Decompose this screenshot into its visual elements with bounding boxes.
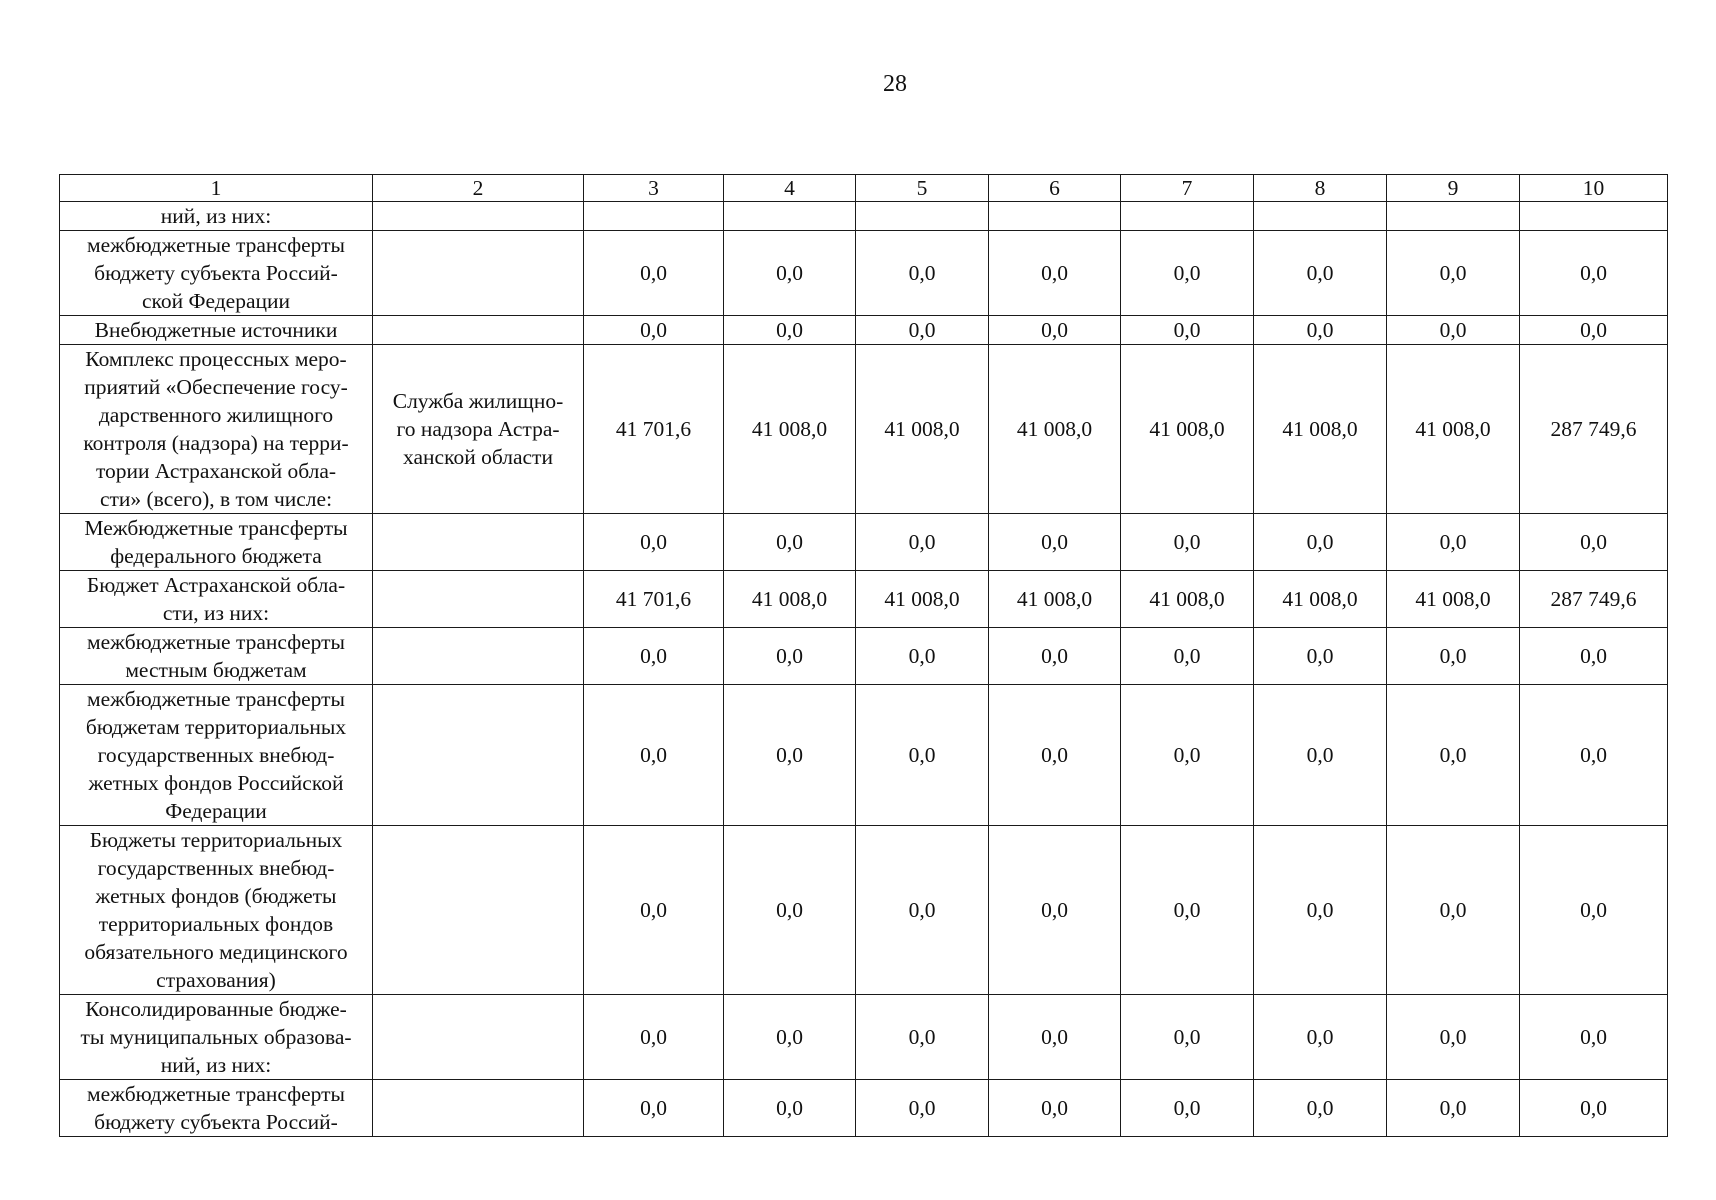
column-header: 3	[584, 175, 724, 202]
value-cell: 41 008,0	[856, 571, 989, 628]
value-cell: 41 008,0	[1254, 571, 1387, 628]
value-cell: 41 008,0	[724, 345, 856, 514]
description-line: бюджетам территориальных	[85, 715, 347, 739]
value-cell: 0,0	[856, 1080, 989, 1137]
value-cell	[1387, 202, 1520, 231]
value-cell: 0,0	[856, 995, 989, 1080]
value-cell: 0,0	[724, 514, 856, 571]
table-row	[60, 202, 1668, 231]
row-executor	[373, 345, 584, 514]
row-executor	[373, 826, 584, 995]
value-cell: 0,0	[584, 231, 724, 316]
value-cell	[584, 202, 724, 231]
value-cell: 0,0	[584, 514, 724, 571]
value-cell: 0,0	[1520, 514, 1668, 571]
row-description	[60, 345, 373, 514]
value-cell: 287 749,6	[1520, 571, 1668, 628]
description-line: дарственного жилищного	[98, 403, 334, 427]
value-cell: 0,0	[584, 826, 724, 995]
value-cell: 0,0	[1254, 231, 1387, 316]
value-cell: 0,0	[1387, 231, 1520, 316]
value-cell: 0,0	[989, 826, 1121, 995]
value-cell: 0,0	[1254, 685, 1387, 826]
value-cell: 0,0	[989, 628, 1121, 685]
description-line: бюджету субъекта Россий-	[94, 1110, 338, 1134]
column-header: 4	[724, 175, 856, 202]
description-line: территориальных фондов	[98, 912, 334, 936]
description-line: Консолидированные бюдже-	[85, 997, 347, 1021]
value-cell: 0,0	[856, 628, 989, 685]
value-cell: 0,0	[1387, 514, 1520, 571]
table-row	[60, 514, 1668, 571]
value-cell: 41 008,0	[724, 571, 856, 628]
description-line: Комплекс процессных меро-	[85, 347, 347, 371]
table-row	[60, 345, 1668, 514]
value-cell: 0,0	[1121, 685, 1254, 826]
table-row	[60, 571, 1668, 628]
value-cell: 0,0	[856, 316, 989, 345]
value-cell: 287 749,6	[1520, 345, 1668, 514]
value-cell: 41 008,0	[1387, 571, 1520, 628]
row-executor	[373, 316, 584, 345]
column-header: 1	[60, 175, 373, 202]
value-cell: 0,0	[1520, 995, 1668, 1080]
value-cell: 0,0	[584, 1080, 724, 1137]
value-cell: 0,0	[584, 685, 724, 826]
row-executor	[373, 231, 584, 316]
description-line: местным бюджетам	[125, 658, 307, 682]
description-line: федерального бюджета	[110, 544, 322, 568]
value-cell: 0,0	[1121, 628, 1254, 685]
column-header: 2	[373, 175, 584, 202]
value-cell: 0,0	[1254, 514, 1387, 571]
value-cell: 41 008,0	[1387, 345, 1520, 514]
description-line: государственных внебюд-	[97, 743, 335, 767]
value-cell: 0,0	[724, 826, 856, 995]
value-cell: 0,0	[724, 1080, 856, 1137]
value-cell: 0,0	[724, 628, 856, 685]
value-cell: 0,0	[1387, 685, 1520, 826]
description-line: бюджету субъекта Россий-	[94, 261, 338, 285]
value-cell	[1121, 202, 1254, 231]
column-header: 8	[1254, 175, 1387, 202]
table-row	[60, 995, 1668, 1080]
value-cell: 0,0	[1254, 316, 1387, 345]
table-row	[60, 685, 1668, 826]
value-cell: 41 008,0	[1121, 345, 1254, 514]
description-line: ты муниципальных образова-	[80, 1025, 352, 1049]
value-cell	[1520, 202, 1668, 231]
page-number: 28	[883, 71, 907, 97]
table-row	[60, 316, 1668, 345]
value-cell: 0,0	[989, 231, 1121, 316]
value-cell: 41 008,0	[989, 571, 1121, 628]
value-cell: 0,0	[856, 514, 989, 571]
row-description	[60, 1080, 373, 1137]
value-cell: 0,0	[856, 685, 989, 826]
column-header: 9	[1387, 175, 1520, 202]
row-executor	[373, 1080, 584, 1137]
table-row	[60, 826, 1668, 995]
value-cell: 0,0	[724, 685, 856, 826]
value-cell: 0,0	[1121, 1080, 1254, 1137]
value-cell: 0,0	[1520, 628, 1668, 685]
value-cell: 41 701,6	[584, 571, 724, 628]
value-cell: 0,0	[724, 995, 856, 1080]
description-line: межбюджетные трансферты	[87, 1082, 345, 1106]
column-header: 5	[856, 175, 989, 202]
value-cell: 0,0	[1520, 685, 1668, 826]
value-cell: 0,0	[1387, 1080, 1520, 1137]
value-cell: 0,0	[1121, 316, 1254, 345]
value-cell: 0,0	[1254, 1080, 1387, 1137]
value-cell: 41 008,0	[1121, 571, 1254, 628]
description-line: Межбюджетные трансферты	[84, 516, 348, 540]
value-cell: 0,0	[856, 826, 989, 995]
column-header: 7	[1121, 175, 1254, 202]
value-cell: 0,0	[1254, 826, 1387, 995]
row-executor	[373, 685, 584, 826]
row-description	[60, 826, 373, 995]
row-description	[60, 995, 373, 1080]
description-line: сти» (всего), в том числе:	[99, 487, 333, 511]
value-cell	[1254, 202, 1387, 231]
row-description	[60, 316, 373, 345]
description-line: обязательного медицинского	[84, 940, 348, 964]
value-cell	[989, 202, 1121, 231]
value-cell: 0,0	[989, 316, 1121, 345]
description-line: межбюджетные трансферты	[87, 630, 345, 654]
table-body	[60, 175, 1668, 1137]
value-cell: 41 008,0	[856, 345, 989, 514]
description-line: ний, из них:	[160, 204, 272, 228]
description-line: сти, из них:	[162, 601, 270, 625]
description-line: государственных внебюд-	[97, 856, 335, 880]
column-header: 6	[989, 175, 1121, 202]
value-cell: 0,0	[989, 514, 1121, 571]
table-header-row	[60, 175, 1668, 202]
row-description	[60, 514, 373, 571]
value-cell: 0,0	[724, 231, 856, 316]
value-cell: 0,0	[989, 995, 1121, 1080]
row-executor	[373, 202, 584, 231]
description-line: Внебюджетные источники	[94, 318, 338, 342]
row-description	[60, 202, 373, 231]
column-header: 10	[1520, 175, 1668, 202]
row-description	[60, 571, 373, 628]
description-line: межбюджетные трансферты	[87, 687, 345, 711]
description-line: контроля (надзора) на терри-	[83, 431, 349, 455]
description-line: приятий «Обеспечение госу-	[84, 375, 348, 399]
table-row	[60, 628, 1668, 685]
table-row	[60, 231, 1668, 316]
value-cell: 0,0	[1254, 995, 1387, 1080]
value-cell: 0,0	[1387, 316, 1520, 345]
value-cell: 0,0	[1387, 628, 1520, 685]
row-executor	[373, 628, 584, 685]
value-cell: 0,0	[724, 316, 856, 345]
row-description	[60, 628, 373, 685]
executor-line: го надзора Астра-	[396, 417, 560, 441]
value-cell: 0,0	[1520, 1080, 1668, 1137]
row-executor	[373, 995, 584, 1080]
value-cell: 0,0	[1121, 995, 1254, 1080]
description-line: жетных фондов Российской	[88, 771, 344, 795]
value-cell: 0,0	[584, 628, 724, 685]
value-cell: 0,0	[1520, 316, 1668, 345]
row-executor	[373, 571, 584, 628]
value-cell: 0,0	[584, 316, 724, 345]
value-cell: 0,0	[1121, 514, 1254, 571]
value-cell: 41 701,6	[584, 345, 724, 514]
value-cell: 0,0	[1387, 826, 1520, 995]
value-cell: 0,0	[1121, 231, 1254, 316]
value-cell: 0,0	[1121, 826, 1254, 995]
value-cell: 0,0	[1520, 231, 1668, 316]
value-cell: 0,0	[1254, 628, 1387, 685]
value-cell: 0,0	[584, 995, 724, 1080]
budget-table	[59, 174, 1668, 1137]
value-cell	[724, 202, 856, 231]
value-cell	[856, 202, 989, 231]
description-line: Бюджеты территориальных	[89, 828, 343, 852]
description-line: Федерации	[165, 799, 267, 823]
value-cell: 0,0	[1520, 826, 1668, 995]
value-cell: 41 008,0	[1254, 345, 1387, 514]
description-line: межбюджетные трансферты	[87, 233, 345, 257]
row-executor	[373, 514, 584, 571]
table-row	[60, 1080, 1668, 1137]
value-cell: 41 008,0	[989, 345, 1121, 514]
description-line: страхования)	[156, 968, 276, 992]
value-cell: 0,0	[856, 231, 989, 316]
description-line: жетных фондов (бюджеты	[95, 884, 337, 908]
row-description	[60, 231, 373, 316]
value-cell: 0,0	[989, 685, 1121, 826]
description-line: Бюджет Астраханской обла-	[86, 573, 346, 597]
row-description	[60, 685, 373, 826]
description-line: тории Астраханской обла-	[95, 459, 337, 483]
value-cell: 0,0	[989, 1080, 1121, 1137]
executor-line: ханской области	[403, 445, 553, 469]
value-cell: 0,0	[1387, 995, 1520, 1080]
description-line: ний, из них:	[160, 1053, 272, 1077]
description-line: ской Федерации	[141, 289, 291, 313]
executor-line: Служба жилищно-	[392, 389, 564, 413]
